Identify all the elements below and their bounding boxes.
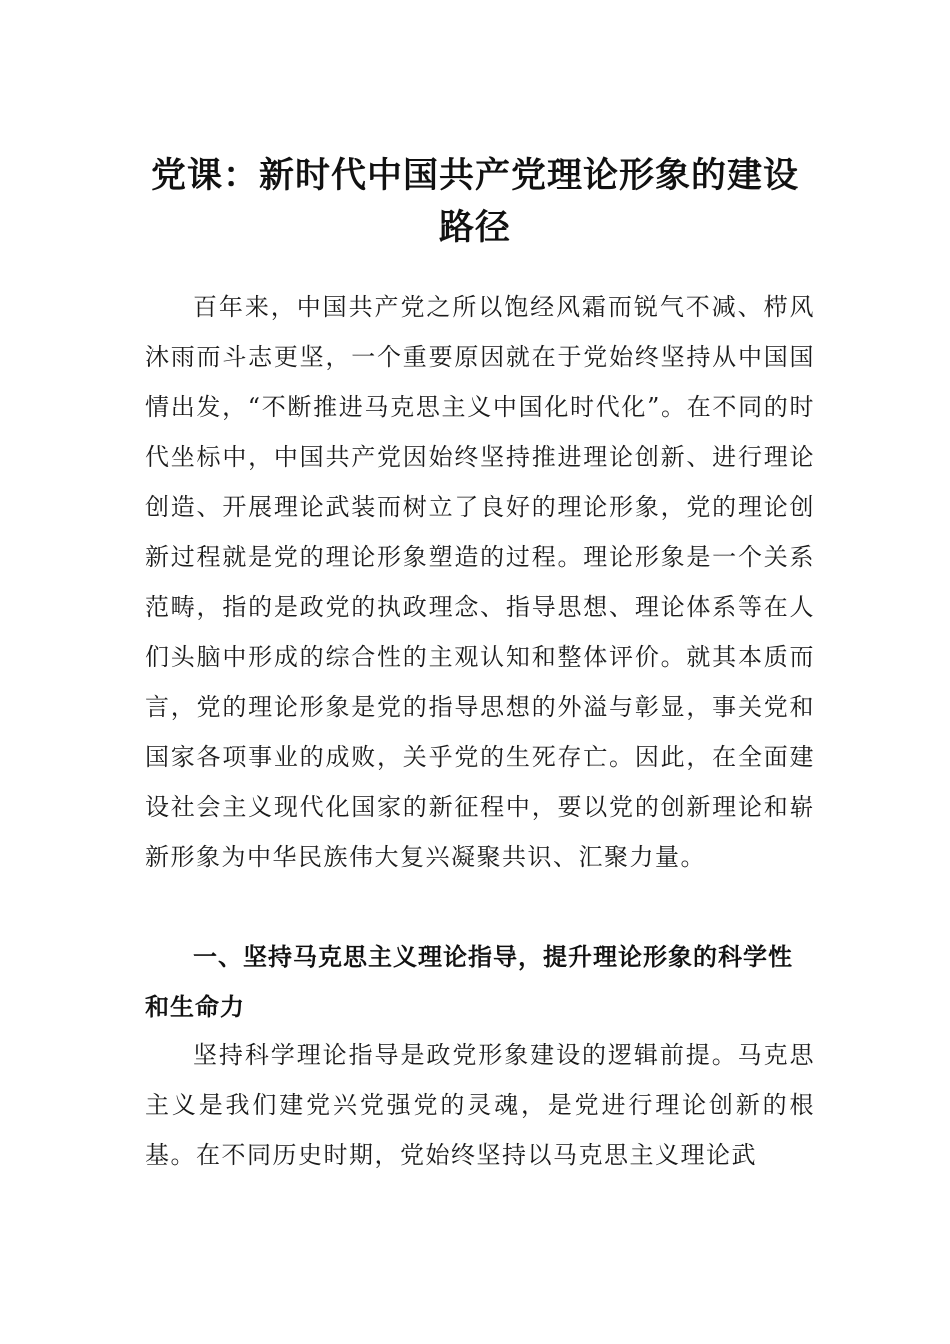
section-heading: 一、坚持马克思主义理论指导，提升理论形象的科学性和生命力 — [145, 943, 793, 1021]
body-paragraph: 坚持科学理论指导是政党形象建设的逻辑前提。马克思主义是我们建党兴党强党的灵魂，是党进行理论创新的根基。在不同历史时期，党始终坚持以马克思主义理论武 — [145, 1041, 815, 1169]
body-paragraph: 百年来，中国共产党之所以饱经风霜而锐气不减、栉风沐雨而斗志更坚，一个重要原因就在于党始终坚持从中国国情出发，“不断推进马克思主义中国化时代化”。在不同的时代坐标中，中国共产党因始终坚持推进理论创新、进行理论创造、开展理论武装而树立了良好的理论形象，党的理论创新过程就是党的理论形象塑造的过程。理论形象是一个关系范畴，指的是政党的执政理念、指导思想、理论体系等在人们头脑中形成的综合性的主观认知和整体评价。就其本质而言，党的理论形象是党的指导思想的外溢与彰显，事关党和国家各项事业的成败，关乎党的生死存亡。因此，在全面建设社会主义现代化国家的新征程中，要以党的创新理论和崭新形象为中华民族伟大复兴凝聚共识、汇聚力量。 — [145, 293, 815, 871]
document-title: 党课：新时代中国共产党理论形象的建设路径 — [150, 156, 799, 248]
